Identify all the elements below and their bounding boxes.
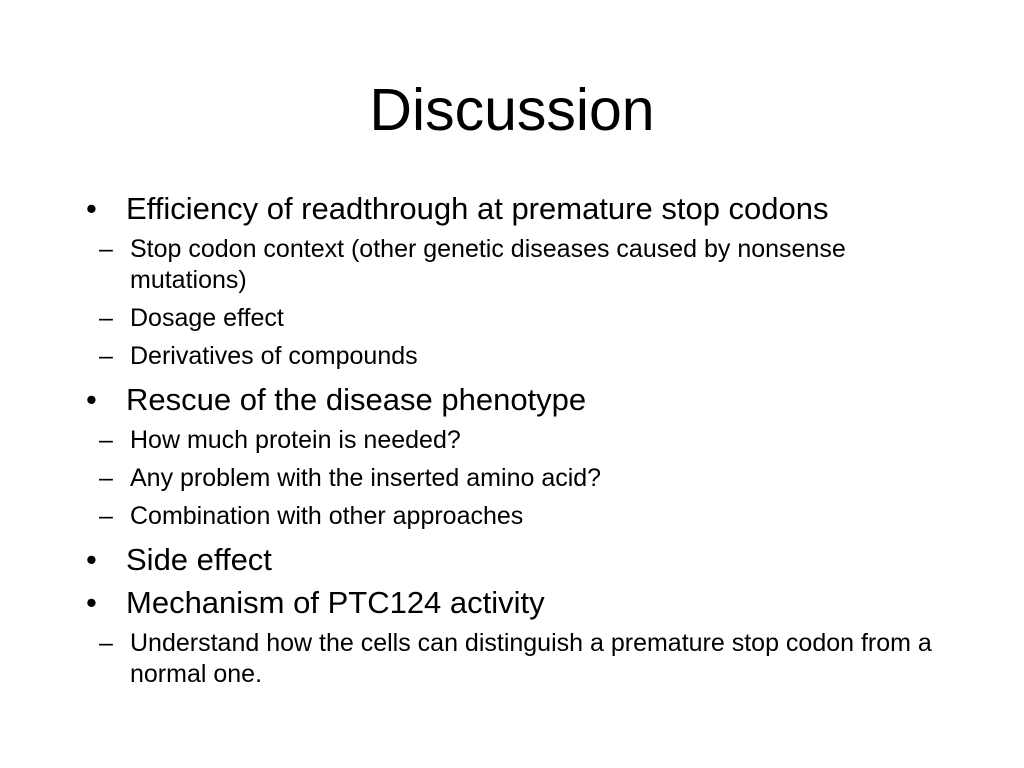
dash-icon: – [99, 464, 113, 492]
sub-item-text: Combination with other approaches [130, 502, 524, 530]
bullet-icon: • [86, 191, 97, 226]
sub-list [85, 628, 965, 690]
sub-item [44, 501, 965, 532]
sub-item [44, 341, 965, 372]
sub-item-text: How much protein is needed? [130, 426, 461, 454]
dash-icon: – [99, 235, 113, 263]
sub-item-text: Any problem with the inserted amino acid? [130, 464, 602, 492]
slide-body [85, 191, 965, 700]
sub-list [85, 425, 965, 532]
sub-item [44, 463, 965, 494]
slide-title: Discussion [369, 77, 655, 143]
bullet-text: Side effect [126, 542, 272, 577]
bullet-text: Mechanism of PTC124 activity [126, 585, 545, 620]
sub-item [44, 303, 965, 334]
bullet-text: Efficiency of readthrough at premature stop codons [126, 191, 829, 226]
bullet-icon: • [86, 542, 97, 577]
dash-icon: – [99, 304, 113, 332]
sub-item-text: Derivatives of compounds [130, 342, 418, 370]
bullet-item [85, 191, 965, 227]
dash-icon: – [99, 342, 113, 370]
dash-icon: – [99, 426, 113, 454]
sub-item [44, 628, 965, 690]
sub-list [85, 234, 965, 372]
bullet-icon: • [86, 382, 97, 417]
sub-item [44, 234, 965, 296]
bullet-item [85, 585, 965, 621]
bullet-text: Rescue of the disease phenotype [126, 382, 587, 417]
bullet-item [85, 382, 965, 418]
bullet-item [85, 542, 965, 578]
dash-icon: – [99, 502, 113, 530]
sub-item-text: Understand how the cells can distinguish a premature stop codon from a normal one. [130, 629, 932, 688]
bullet-icon: • [86, 585, 97, 620]
sub-item-text: Dosage effect [130, 304, 284, 332]
sub-item [44, 425, 965, 456]
sub-item-text: Stop codon context (other genetic diseases caused by nonsense mutations) [130, 235, 846, 294]
dash-icon: – [99, 629, 113, 657]
